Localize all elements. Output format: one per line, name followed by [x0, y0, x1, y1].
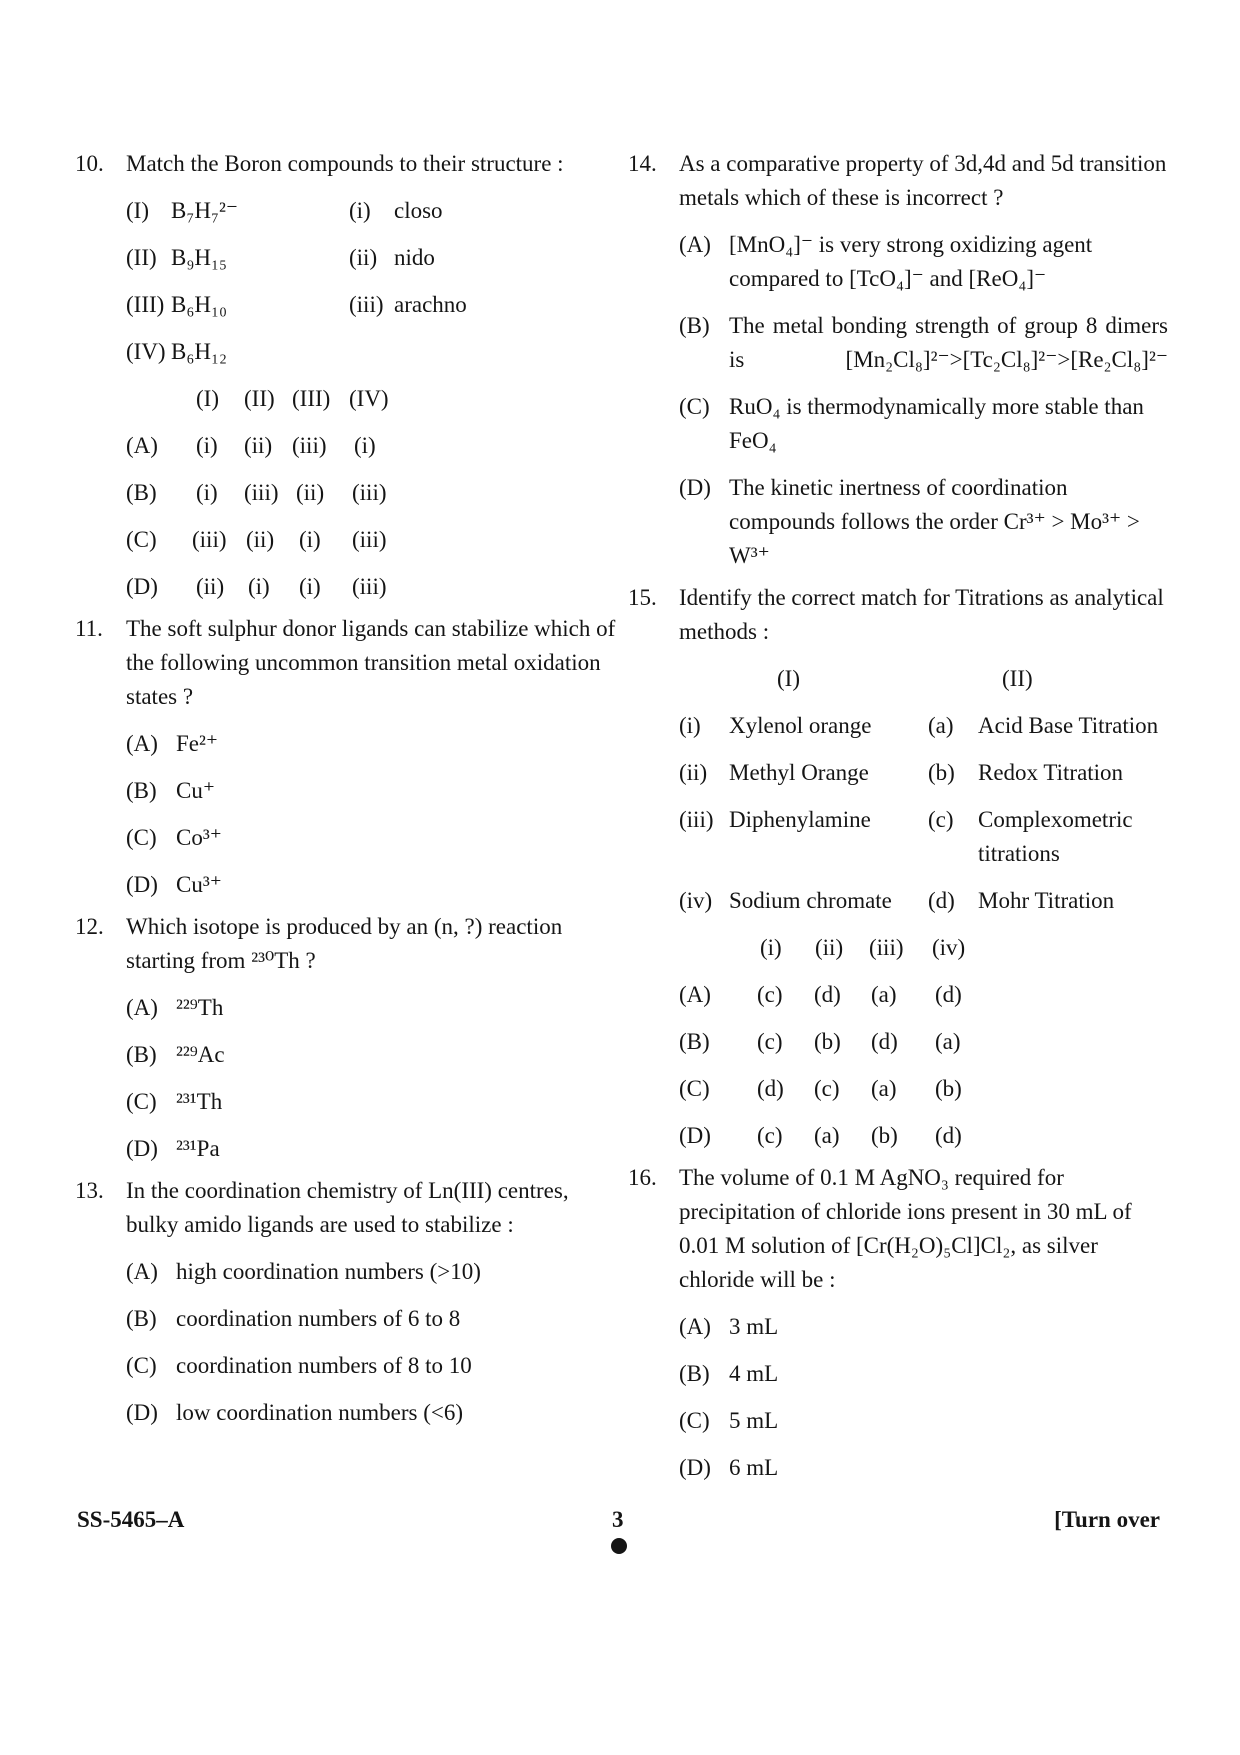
answer-option-a[interactable]	[126, 429, 620, 463]
option-text: low coordination numbers (<6)	[176, 1400, 463, 1425]
grid-cell: (c)	[757, 1029, 783, 1054]
option-label: (B)	[679, 1029, 710, 1054]
page-number: 3	[612, 1507, 624, 1532]
option-text: Co³⁺	[176, 825, 222, 850]
grid-cell: (d)	[935, 1123, 962, 1148]
answer-option-b[interactable]	[126, 1038, 620, 1072]
option-text: Fe²⁺	[176, 731, 219, 756]
grid-cell: (iii)	[352, 527, 387, 552]
column-heading: (II)	[1002, 666, 1033, 691]
option-label: (B)	[126, 1042, 157, 1067]
list-label: (ii)	[349, 245, 378, 270]
answer-option-a[interactable]	[126, 1255, 620, 1289]
option-label: (C)	[126, 825, 157, 850]
answer-option-a[interactable]	[679, 1310, 1168, 1344]
match-row	[126, 335, 620, 369]
question-text: The volume of 0.1 M AgNO₃ required for precipitation of chloride ions present in 30 mL of 0.01 M solution of [Cr(H₂O)₅Cl]Cl₂, as silver chloride will be :	[679, 1165, 1132, 1292]
option-label: (A)	[126, 1259, 158, 1284]
option-label: (B)	[126, 778, 157, 803]
grid-cell: (iii)	[352, 574, 387, 599]
grid-cell: (iii)	[192, 527, 227, 552]
option-text: Cu⁺	[176, 778, 215, 803]
list-label: (c)	[928, 807, 954, 832]
option-text: 5 mL	[729, 1408, 779, 1433]
answer-option-c[interactable]	[126, 821, 620, 855]
grid-cell: (i)	[196, 480, 218, 505]
grid-cell: (i)	[299, 527, 321, 552]
list-label: (iii)	[349, 292, 384, 317]
question-number: 10.	[75, 151, 104, 176]
grid-cell: (a)	[871, 982, 897, 1007]
question-text: Which isotope is produced by an (n, ?) reaction starting from ²³⁰Th ?	[126, 914, 563, 973]
answer-option-b[interactable]	[126, 1302, 620, 1336]
grid-cell: (c)	[814, 1076, 840, 1101]
match-row	[126, 194, 620, 228]
answer-option-b[interactable]	[126, 774, 620, 808]
list-label: (IV)	[126, 339, 166, 364]
column-heading: (I)	[777, 666, 800, 691]
match-row	[126, 288, 620, 322]
list-label: (iii)	[679, 807, 714, 832]
grid-cell: (i)	[196, 433, 218, 458]
compound-formula: B₆H₁₀	[171, 292, 228, 317]
option-text: RuO₄ is thermodynamically more stable than FeO₄	[729, 394, 1144, 453]
question-14	[628, 147, 1168, 573]
titration-type: Redox Titration	[978, 760, 1124, 785]
question-10	[75, 147, 620, 604]
answer-option-a[interactable]	[126, 727, 620, 761]
grid-cell: (d)	[935, 982, 962, 1007]
list-label: (iv)	[679, 888, 713, 913]
option-label: (D)	[126, 1136, 158, 1161]
grid-cell: (b)	[935, 1076, 962, 1101]
option-text: [MnO₄]⁻ is very strong oxidizing agent compared to [TcO₄]⁻ and [ReO₄]⁻	[729, 232, 1093, 291]
match-row	[679, 756, 1168, 790]
list-label: (i)	[349, 198, 371, 223]
grid-cell: (ii)	[196, 574, 225, 599]
grid-cell: (i)	[354, 433, 376, 458]
question-text: Identify the correct match for Titrations as analytical methods :	[679, 585, 1164, 644]
grid-cell: (d)	[757, 1076, 784, 1101]
option-text: coordination numbers of 8 to 10	[176, 1353, 472, 1378]
option-label: (A)	[126, 995, 158, 1020]
answer-option-c[interactable]	[126, 523, 620, 557]
grid-cell: (c)	[757, 1123, 783, 1148]
question-text: As a comparative property of 3d,4d and 5d transition metals which of these is incorrect ?	[679, 151, 1167, 210]
list-label: (a)	[928, 713, 954, 738]
answer-option-d[interactable]	[126, 1396, 620, 1430]
grid-header: (iii)	[869, 935, 904, 960]
option-label: (A)	[679, 1314, 711, 1339]
grid-cell: (i)	[248, 574, 270, 599]
answer-option-c[interactable]	[126, 1349, 620, 1383]
answer-option-d[interactable]	[679, 1119, 1168, 1153]
list-label: (I)	[126, 198, 149, 223]
match-row	[126, 241, 620, 275]
option-label: (A)	[126, 731, 158, 756]
grid-cell: (ii)	[246, 527, 275, 552]
list-label: (d)	[928, 888, 955, 913]
titration-type: Acid Base Titration	[978, 713, 1159, 738]
option-label: (B)	[126, 480, 157, 505]
option-text: The metal bonding strength of group 8 dimers is [Mn₂Cl₈]²⁻>[Tc₂Cl₈]²⁻>[Re₂Cl₈]²⁻	[729, 313, 1168, 372]
question-15	[628, 581, 1168, 1153]
answer-option-c[interactable]	[126, 1085, 620, 1119]
answer-option-c[interactable]	[679, 390, 1168, 458]
question-number: 13.	[75, 1178, 104, 1203]
structure-type: closo	[394, 198, 443, 223]
indicator-name: Diphenylamine	[729, 807, 871, 832]
answer-option-b[interactable]	[126, 476, 620, 510]
question-text: In the coordination chemistry of Ln(III) centres, bulky amido ligands are used to stabilize :	[126, 1178, 569, 1237]
option-label: (D)	[126, 574, 158, 599]
grid-header: (IV)	[349, 386, 389, 411]
grid-cell: (ii)	[296, 480, 325, 505]
answer-grid-header	[126, 382, 620, 416]
option-text: high coordination numbers (>10)	[176, 1259, 481, 1284]
option-label: (A)	[679, 982, 711, 1007]
grid-cell: (a)	[814, 1123, 840, 1148]
match-header	[679, 662, 1168, 696]
grid-cell: (d)	[871, 1029, 898, 1054]
option-text: ²³¹Th	[176, 1089, 223, 1114]
structure-type: arachno	[394, 292, 467, 317]
question-11	[75, 612, 620, 902]
option-text: ²³¹Pa	[176, 1136, 220, 1161]
option-text: 6 mL	[729, 1455, 779, 1480]
grid-header: (iv)	[932, 935, 966, 960]
grid-cell: (b)	[814, 1029, 841, 1054]
turn-over-note: [Turn over	[1054, 1507, 1160, 1532]
option-label: (B)	[126, 1306, 157, 1331]
list-label: (i)	[679, 713, 701, 738]
compound-formula: B₆H₁₂	[171, 339, 228, 364]
answer-option-d[interactable]	[679, 1451, 1168, 1485]
grid-cell: (ii)	[244, 433, 273, 458]
grid-cell: (a)	[871, 1076, 897, 1101]
question-12	[75, 910, 620, 1166]
left-column	[75, 147, 620, 1430]
answer-grid-header	[679, 931, 1168, 965]
option-label: (B)	[679, 1361, 710, 1386]
answer-option-b[interactable]	[679, 309, 1168, 377]
grid-cell: (c)	[757, 982, 783, 1007]
option-label: (C)	[679, 394, 710, 419]
paper-code: SS-5465–A	[77, 1507, 185, 1532]
option-label: (A)	[126, 433, 158, 458]
indicator-name: Sodium chromate	[729, 888, 892, 913]
titration-type: Complexometric titrations	[978, 807, 1133, 866]
question-text: Match the Boron compounds to their structure :	[126, 151, 564, 176]
compound-formula: B₉H₁₅	[171, 245, 228, 270]
option-label: (C)	[126, 527, 157, 552]
option-text: 3 mL	[729, 1314, 779, 1339]
question-number: 16.	[628, 1165, 657, 1190]
match-row	[679, 709, 1168, 743]
grid-cell: (b)	[871, 1123, 898, 1148]
question-text: The soft sulphur donor ligands can stabilize which of the following uncommon transition metal oxidation states ?	[126, 616, 616, 709]
option-label: (A)	[679, 232, 711, 257]
option-label: (C)	[679, 1076, 710, 1101]
page-dot	[611, 1538, 627, 1554]
grid-cell: (d)	[814, 982, 841, 1007]
option-text: 4 mL	[729, 1361, 779, 1386]
option-label: (C)	[126, 1089, 157, 1114]
question-number: 12.	[75, 914, 104, 939]
option-text: ²²⁹Th	[176, 995, 224, 1020]
option-label: (D)	[679, 475, 711, 500]
option-text: coordination numbers of 6 to 8	[176, 1306, 461, 1331]
answer-option-d[interactable]	[126, 1132, 620, 1166]
list-label: (III)	[126, 292, 165, 317]
grid-header: (I)	[196, 386, 219, 411]
structure-type: nido	[394, 245, 435, 270]
compound-formula: B₇H₇²⁻	[171, 198, 239, 223]
question-number: 11.	[75, 616, 103, 641]
question-16	[628, 1161, 1168, 1485]
option-text: Cu³⁺	[176, 872, 222, 897]
list-label: (II)	[126, 245, 157, 270]
titration-type: Mohr Titration	[978, 888, 1115, 913]
grid-cell: (i)	[299, 574, 321, 599]
answer-option-d[interactable]	[679, 471, 1168, 573]
answer-option-a[interactable]	[126, 991, 620, 1025]
right-column	[628, 147, 1168, 1485]
answer-option-d[interactable]	[126, 570, 620, 604]
option-label: (C)	[126, 1353, 157, 1378]
option-label: (D)	[679, 1455, 711, 1480]
grid-header: (ii)	[815, 935, 844, 960]
indicator-name: Xylenol orange	[729, 713, 872, 738]
grid-header: (II)	[244, 386, 275, 411]
option-label: (C)	[679, 1408, 710, 1433]
option-label: (D)	[679, 1123, 711, 1148]
indicator-name: Methyl Orange	[729, 760, 869, 785]
answer-option-a[interactable]	[679, 228, 1168, 296]
option-text: The kinetic inertness of coordination compounds follows the order Cr³⁺ > Mo³⁺ > W³⁺	[729, 475, 1140, 568]
grid-cell: (iii)	[244, 480, 279, 505]
option-label: (D)	[126, 872, 158, 897]
option-label: (B)	[679, 313, 710, 338]
match-row	[679, 884, 1168, 918]
answer-option-c[interactable]	[679, 1404, 1168, 1438]
option-label: (D)	[126, 1400, 158, 1425]
answer-option-d[interactable]	[126, 868, 620, 902]
answer-option-b[interactable]	[679, 1357, 1168, 1391]
list-label: (b)	[928, 760, 955, 785]
question-number: 15.	[628, 585, 657, 610]
grid-header: (i)	[760, 935, 782, 960]
answer-option-b[interactable]	[679, 1025, 1168, 1059]
answer-option-c[interactable]	[679, 1072, 1168, 1106]
grid-cell: (iii)	[352, 480, 387, 505]
option-text: ²²⁹Ac	[176, 1042, 225, 1067]
question-number: 14.	[628, 151, 657, 176]
grid-header: (III)	[292, 386, 331, 411]
question-13	[75, 1174, 620, 1430]
list-label: (ii)	[679, 760, 708, 785]
match-row	[679, 803, 1168, 871]
answer-option-a[interactable]	[679, 978, 1168, 1012]
grid-cell: (iii)	[292, 433, 327, 458]
grid-cell: (a)	[935, 1029, 961, 1054]
